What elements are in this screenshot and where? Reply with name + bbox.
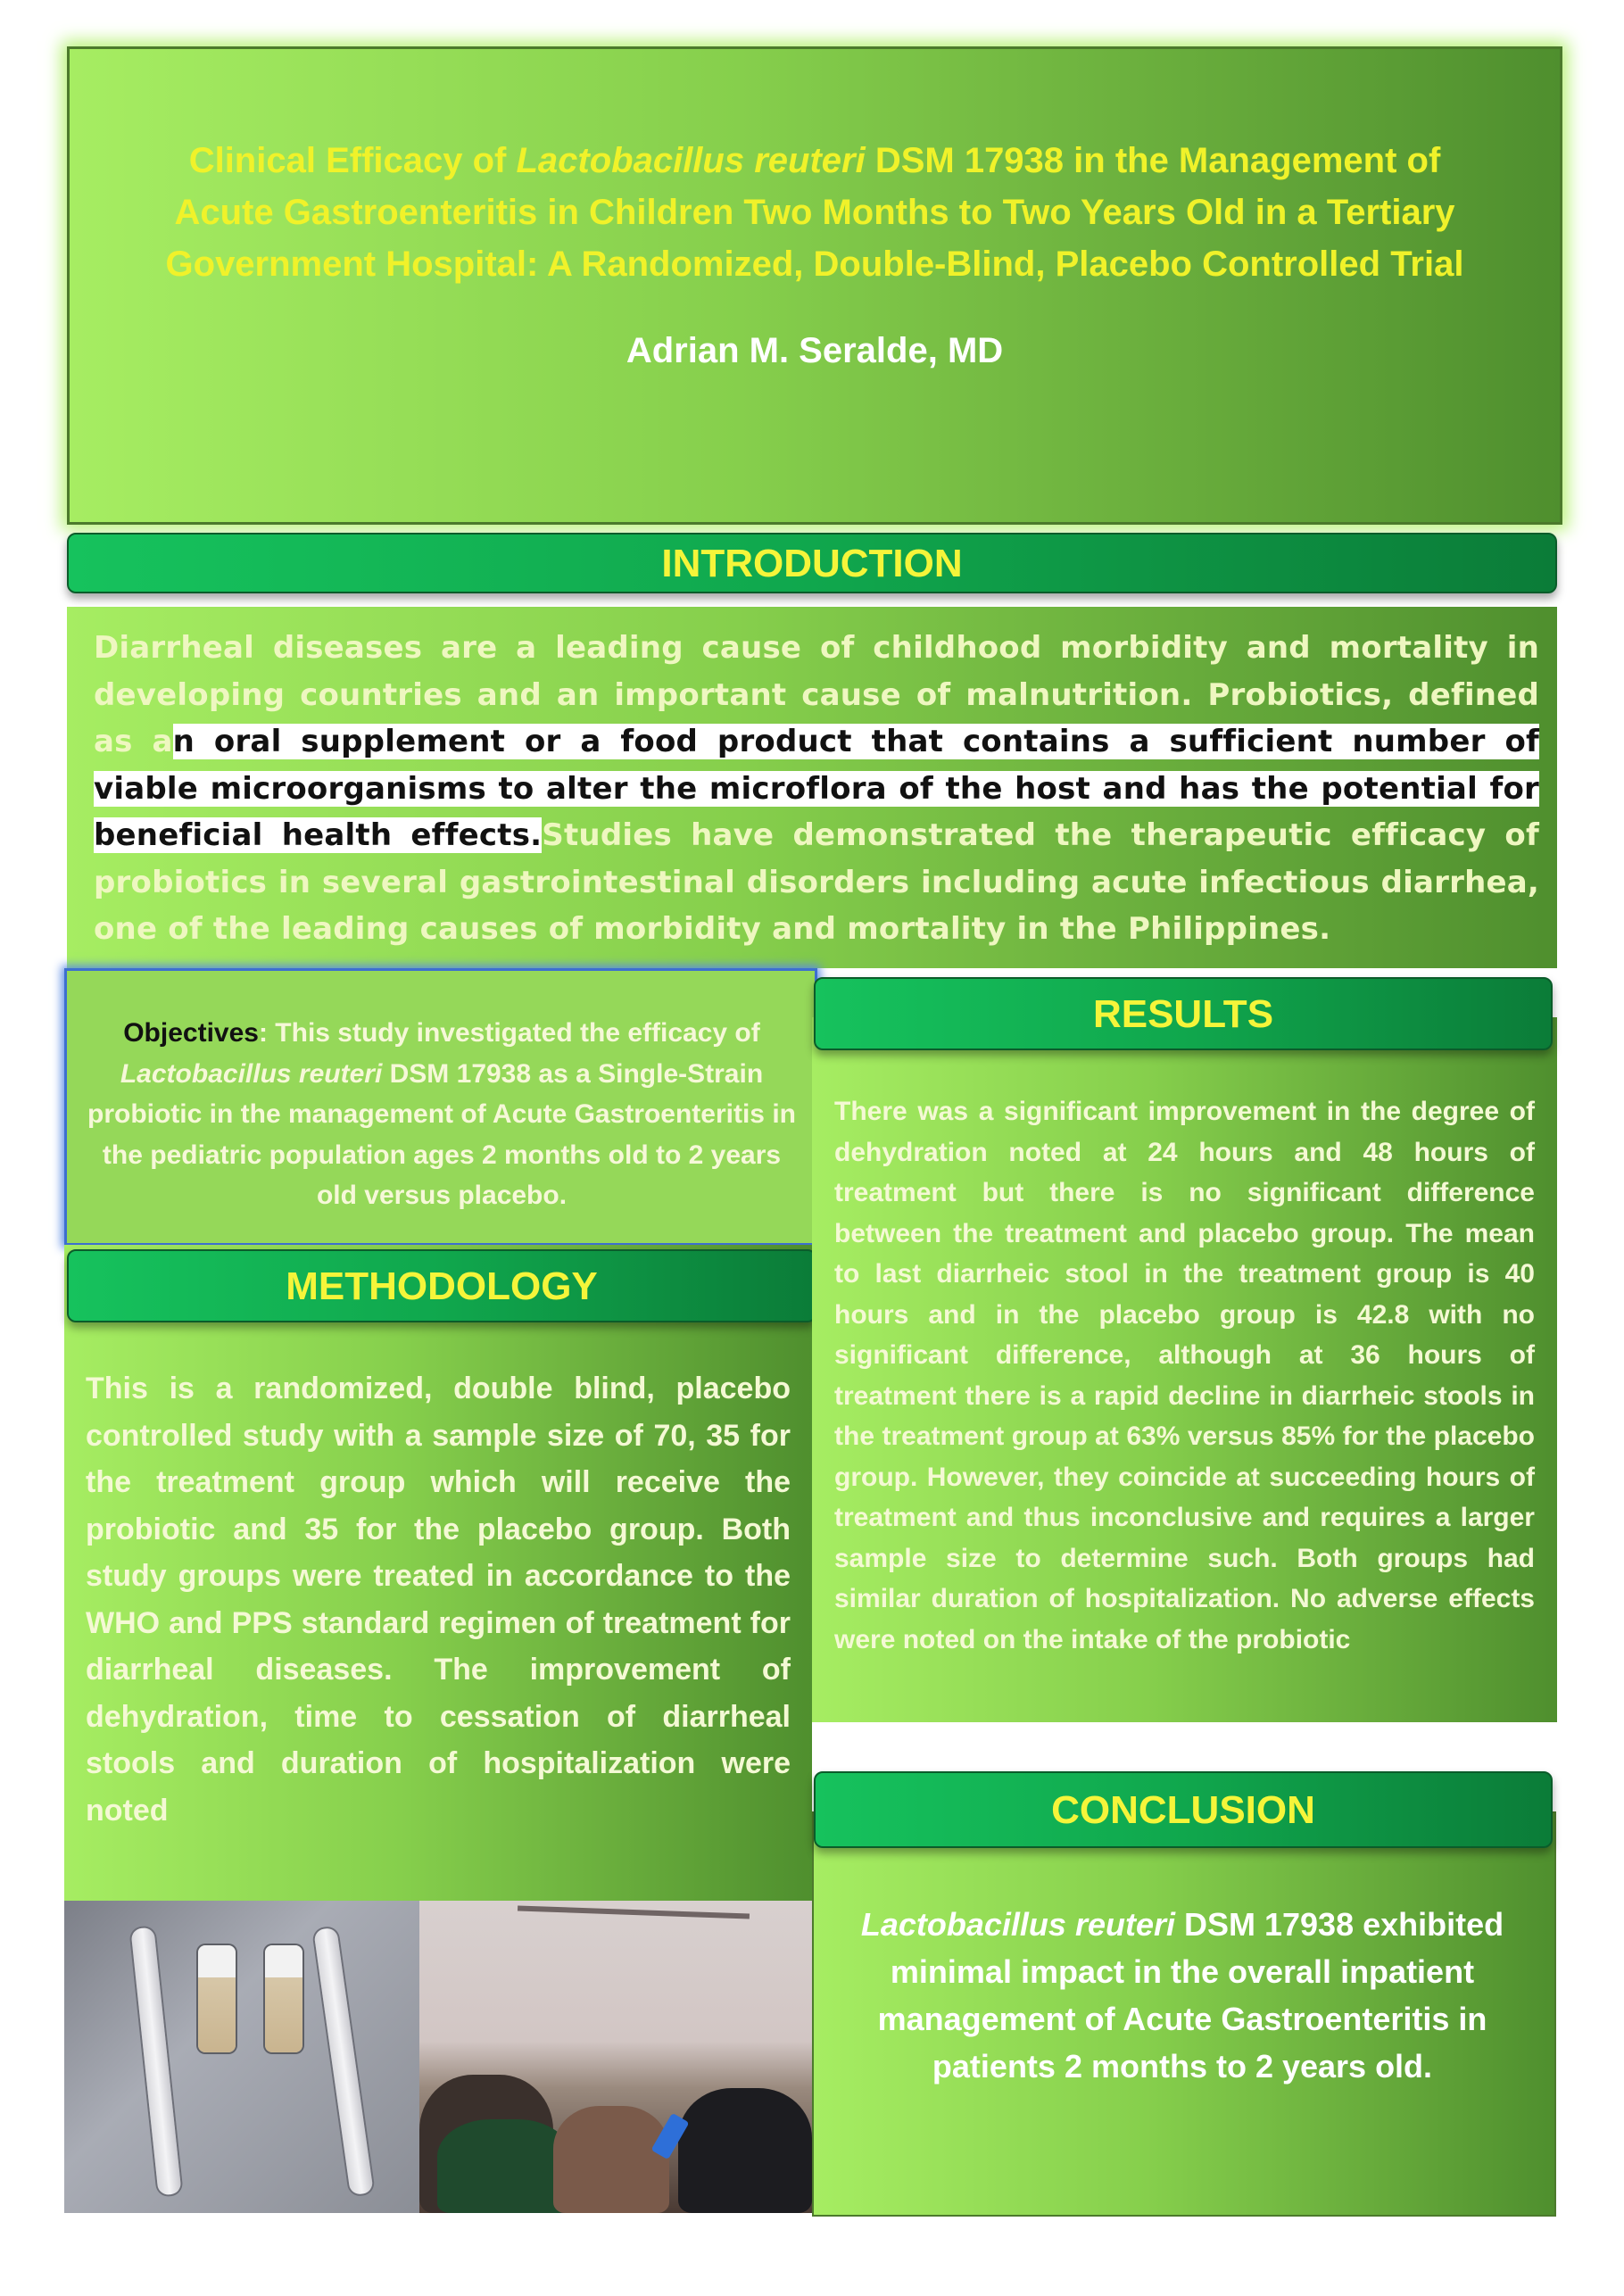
title-panel <box>67 46 1562 525</box>
methodology-text: This is a randomized, double blind, placebo controlled study with a sample size of 70, 35 for the treatment group which will receive the probiotic and 35 for the placebo group. Both study groups were treated in accordance to the WHO and PPS standard regimen of treatment for diarrheal diseases. The improvement of dehydration, time to cessation of diarrheal stools and duration of hospitalization were noted <box>86 1372 791 1828</box>
person-center <box>553 2106 669 2213</box>
objectives-text <box>85 1013 799 1216</box>
title-species: Lactobacillus reuteri <box>516 141 866 180</box>
conclusion-text-rest: DSM 17938 exhibited minimal impact in the overall inpatient management of Acute Gastroenteritis in patients 2 months to 2 years old. <box>877 1906 1504 2085</box>
clinic-patients-photo <box>419 1901 812 2213</box>
introduction-text <box>94 625 1539 953</box>
vial-right <box>265 1945 302 2052</box>
results-text: There was a significant improvement in the degree of dehydration noted at 24 hours and 48 hours of treatment but there is no significant difference between the treatment and placebo group. The mean to last diarrheic stool in the treatment group is 40 hours and in the placebo group is 42.8 with no significant difference, although at 36 hours of treatment there is a rapid decline in diarrheic stools in the treatment group at 63% versus 85% for the placebo group. However, they coincide at succeeding hours of treatment and thus inconclusive and requires a larger sample size to determine such. Both groups had similar duration of hospitalization. No adverse effects were noted on the intake of the probiotic <box>834 1097 1535 1654</box>
intro-text-2: Studies have demonstrated the therapeutic efficacy of probiotics in several gastrointestinal disorders including acute infectious diarrhea, one of the leading causes of morbidity and mortality in the Philippines. <box>94 817 1539 947</box>
methodology-heading: METHODOLOGY <box>67 1249 816 1322</box>
objectives-species: Lactobacillus reuteri <box>120 1058 383 1089</box>
iv-line <box>518 1905 750 1919</box>
poster-title <box>141 135 1488 290</box>
intro-text-1: Diarrheal diseases are a leading cause of childhood morbidity and mortality in developing countries and an important cause of malnutrition. Probiotics, defined as a <box>94 630 1539 759</box>
results-heading: RESULTS <box>814 977 1553 1050</box>
objectives-text-1: : This study investigated the efficacy of <box>258 1018 760 1048</box>
introduction-heading: INTRODUCTION <box>67 533 1557 593</box>
title-text-2: DSM 17938 in the Management of Acute Gastroenteritis in Children Two Months to Two Years Old in a Tertiary Government Hospital: A Randomized, Double-Blind, Placebo Controlled Trial <box>165 141 1464 284</box>
conclusion-heading: CONCLUSION <box>814 1771 1553 1848</box>
objectives-text-2: DSM 17938 as a Single-Strain probiotic in the management of Acute Gastroenteritis in the pediatric population ages 2 months old to 2 years old versus placebo. <box>87 1058 796 1210</box>
syringe-right <box>313 1927 373 2196</box>
child-green-shirt <box>437 2119 571 2213</box>
conclusion-text <box>834 1901 1530 2090</box>
title-text-1: Clinical Efficacy of <box>188 141 517 180</box>
syringe-left <box>130 1927 181 2195</box>
conclusion-species: Lactobacillus reuteri <box>860 1906 1175 1943</box>
person-right <box>678 2088 812 2213</box>
syringes-vials-photo <box>64 1901 419 2213</box>
author-name: Adrian M. Seralde, MD <box>626 331 1004 370</box>
objectives-label: Objectives <box>123 1018 259 1048</box>
vial-left <box>198 1945 236 2052</box>
intro-highlight: n oral supplement or a food product that contains a sufficient number of viable microorganisms to alter the microflora of the host and has the potential for beneficial health effects. <box>94 724 1539 853</box>
